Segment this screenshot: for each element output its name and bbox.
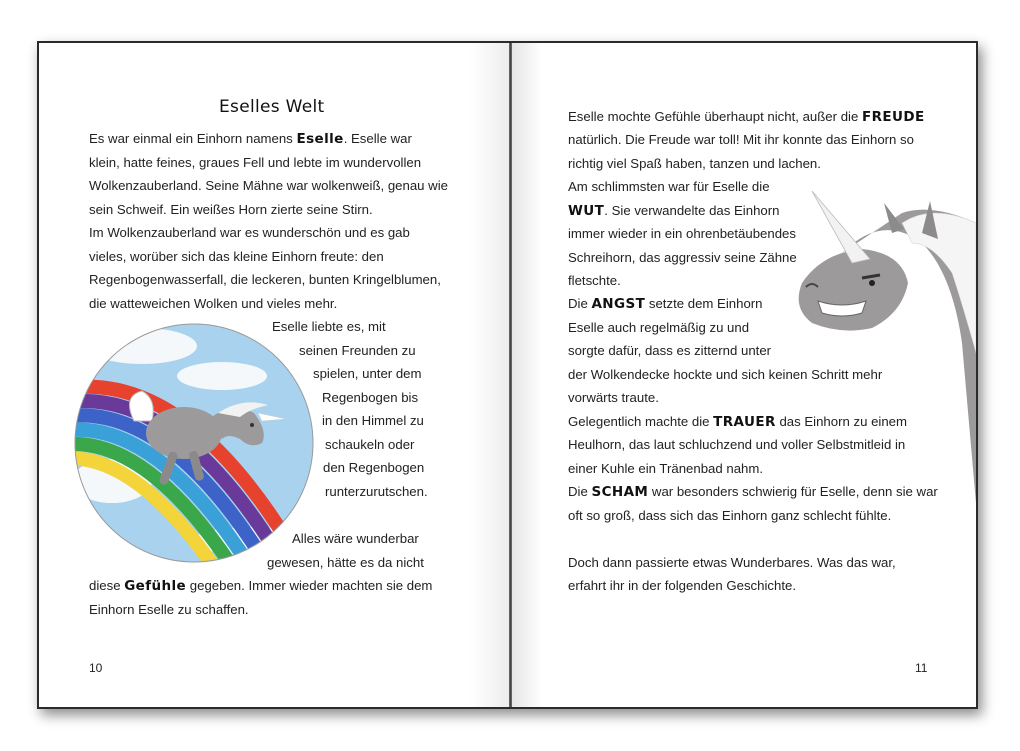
- text-line: [568, 250, 797, 266]
- text-line: [568, 296, 763, 312]
- text-segment: runterzurutschen.: [325, 484, 428, 499]
- text-segment: Eselle mochte Gefühle überhaupt nicht, außer die: [568, 109, 862, 124]
- text-line: [568, 156, 821, 172]
- text-segment: Regenbogen bis: [322, 390, 419, 405]
- text-segment: Die: [568, 296, 592, 311]
- text-line: [89, 296, 337, 312]
- cloud-icon: [87, 328, 197, 364]
- text-line: [568, 203, 779, 219]
- text-line: [568, 132, 914, 148]
- text-line: [89, 249, 384, 265]
- text-line: [292, 531, 419, 547]
- open-book: [37, 41, 978, 709]
- text-segment: den Regenbogen: [323, 460, 425, 475]
- emotion-keyword: FREUDE: [861, 109, 925, 125]
- text-segment: natürlich. Die Freude war toll! Mit ihr konnte das Einhorn so: [568, 132, 914, 147]
- text-line: [568, 109, 925, 125]
- text-line: [267, 555, 424, 571]
- text-segment: klein, hatte feines, graues Fell und lebte im wundervollen: [89, 155, 422, 170]
- text-segment: das Einhorn zu einem: [775, 414, 907, 429]
- text-segment: Alles wäre wunderbar: [292, 531, 419, 546]
- emotion-keyword: TRAUER: [713, 414, 776, 430]
- text-segment: in den Himmel zu: [322, 413, 424, 428]
- text-segment: Die: [568, 484, 592, 499]
- text-line: [325, 484, 428, 500]
- emotion-keyword: Eselle: [296, 131, 344, 147]
- text-line: [568, 484, 938, 500]
- text-segment: gewesen, hätte es da nicht: [267, 555, 424, 570]
- text-line: [568, 578, 796, 594]
- text-segment: sein Schweif. Ein weißes Horn zierte seine Stirn.: [89, 202, 373, 217]
- text-segment: oft so groß, dass sich das Einhorn ganz schlecht fühlte.: [568, 508, 892, 523]
- text-segment: Eselle liebte es, mit: [272, 319, 386, 334]
- text-line: [89, 178, 448, 194]
- text-segment: Eselle auch regelmäßig zu und: [568, 320, 750, 335]
- text-segment: Es war einmal ein Einhorn namens: [89, 131, 297, 146]
- text-line: [89, 225, 410, 241]
- text-line: [89, 155, 421, 171]
- text-line: [89, 602, 249, 618]
- text-line: [568, 390, 659, 406]
- right-page: [512, 43, 976, 707]
- text-line: [568, 367, 882, 383]
- text-segment: diese: [89, 578, 125, 593]
- text-line: [89, 202, 373, 218]
- text-segment: Am schlimmsten war für Eselle die: [568, 179, 770, 194]
- text-line: [568, 414, 907, 430]
- cloud-icon: [177, 362, 267, 390]
- text-line: [568, 343, 771, 359]
- text-line: [568, 179, 770, 195]
- page-title: Eselles Welt: [219, 97, 325, 117]
- text-segment: einer Kuhle ein Tränenbad nahm.: [568, 461, 764, 476]
- text-segment: die watteweichen Wolken und vieles mehr.: [89, 296, 338, 311]
- text-segment: Schreihorn, das aggressiv seine Zähne: [568, 250, 797, 265]
- text-segment: vorwärts traute.: [568, 390, 659, 405]
- text-line: [568, 508, 891, 524]
- text-segment: Im Wolkenzauberland war es wunderschön und es gab: [89, 225, 410, 240]
- text-segment: fletschte.: [568, 273, 621, 288]
- text-line: [325, 437, 414, 453]
- text-line: [568, 320, 749, 336]
- text-segment: immer wieder in ein ohrenbetäubendes: [568, 226, 796, 241]
- text-line: [89, 578, 432, 594]
- text-segment: . Sie verwandelte das Einhorn: [604, 203, 780, 218]
- emotion-keyword: ANGST: [591, 296, 646, 312]
- text-segment: seinen Freunden zu: [299, 343, 416, 358]
- text-line: [568, 226, 796, 242]
- text-segment: vieles, worüber sich das kleine Einhorn freute: den: [89, 249, 384, 264]
- text-line: [299, 343, 416, 359]
- text-segment: war besonders schwierig für Eselle, denn sie war: [648, 484, 938, 499]
- text-segment: richtig viel Spaß haben, tanzen und lachen.: [568, 156, 821, 171]
- rainbow-unicorn-illustration: [72, 321, 316, 565]
- text-segment: sorgte dafür, dass es zitternd unter: [568, 343, 772, 358]
- text-segment: Regenbogenwasserfall, die leckeren, bunten Kringelblumen,: [89, 272, 441, 287]
- text-line: [272, 319, 386, 335]
- text-line: [322, 413, 424, 429]
- page-number-right: 11: [915, 661, 928, 675]
- text-line: [568, 555, 896, 571]
- emotion-keyword: Gefühle: [124, 578, 187, 594]
- text-segment: Wolkenzauberland. Seine Mähne war wolkenweiß, genau wie: [89, 178, 448, 193]
- text-segment: schaukeln oder: [325, 437, 415, 452]
- text-line: [323, 460, 424, 476]
- text-segment: . Eselle war: [343, 131, 412, 146]
- text-line: [568, 437, 905, 453]
- text-segment: der Wolkendecke hockte und sich keinen Schritt mehr: [568, 367, 883, 382]
- text-segment: erfahrt ihr in der folgenden Geschichte.: [568, 578, 796, 593]
- text-segment: Einhorn Eselle zu schaffen.: [89, 602, 249, 617]
- text-segment: spielen, unter dem: [313, 366, 422, 381]
- text-line: [89, 131, 412, 147]
- text-line: [89, 272, 441, 288]
- text-line: [322, 390, 418, 406]
- page-number-left: 10: [89, 661, 103, 675]
- text-line: [313, 366, 422, 382]
- text-segment: Heulhorn, das laut schluchzend und voller Selbstmitleid in: [568, 437, 906, 452]
- emotion-keyword: SCHAM: [591, 484, 649, 500]
- text-segment: gegeben. Immer wieder machten sie dem: [186, 578, 433, 593]
- emotion-keyword: WUT: [568, 203, 605, 219]
- text-segment: setzte dem Einhorn: [645, 296, 763, 311]
- text-segment: Gelegentlich machte die: [568, 414, 714, 429]
- text-segment: Doch dann passierte etwas Wunderbares. Was das war,: [568, 555, 896, 570]
- text-line: [568, 273, 621, 289]
- text-line: [568, 461, 763, 477]
- angry-unicorn-illustration: [782, 183, 976, 503]
- left-page: [39, 43, 509, 707]
